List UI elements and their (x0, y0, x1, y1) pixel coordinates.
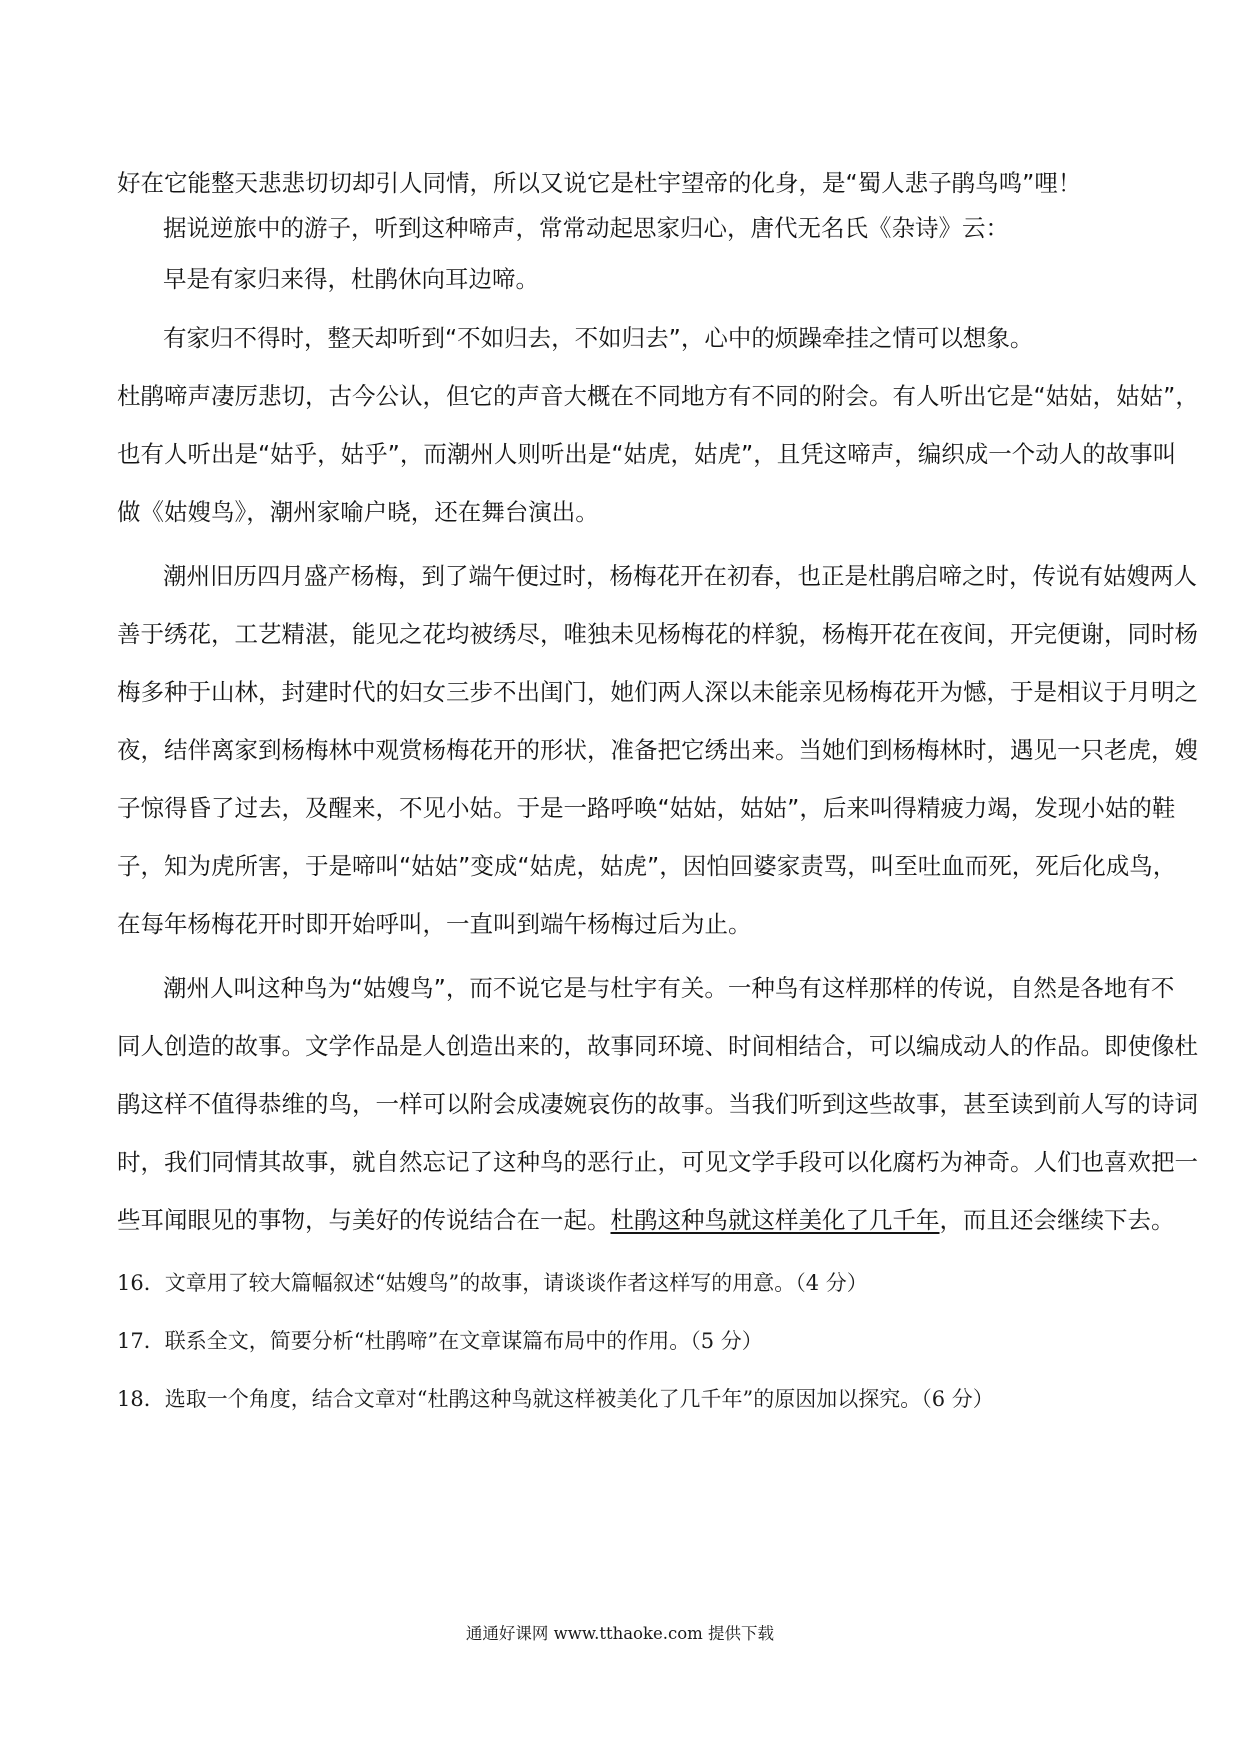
passage-line: 善于绣花，工艺精湛，能见之花均被绣尽，唯独未见杨梅花的样貌，杨梅开花在夜间，开完便谢，同时杨 (117, 620, 1198, 648)
passage-line: 夜，结伴离家到杨梅林中观赏杨梅花开的形状，准备把它绣出来。当她们到杨梅林时，遇见一只老虎，嫂 (117, 736, 1198, 764)
passage-text: 些耳闻眼见的事物，与美好的传说结合在一起。 (117, 1206, 611, 1234)
passage-line: 潮州人叫这种鸟为“姑嫂鸟”，而不说它是与杜宇有关。一种鸟有这样那样的传说，自然是各地有不 (163, 974, 1175, 1002)
passage-line: 子，知为虎所害，于是啼叫“姑姑”变成“姑虎，姑虎”，因怕回婆家责骂，叫至吐血而死，死后化成鸟， (117, 852, 1177, 880)
question-16: 16．文章用了较大篇幅叙述“姑嫂鸟”的故事，请谈谈作者这样写的用意。（4 分） (117, 1271, 868, 1295)
passage-line: 好在它能整天悲悲切切却引人同情，所以又说它是杜宇望帝的化身，是“蜀人悲子鹃鸟鸣”哩！ (117, 169, 1082, 197)
passage-line: 在每年杨梅花开时即开始呼叫，一直叫到端午杨梅过后为止。 (117, 910, 752, 938)
passage-line: 梅多种于山林，封建时代的妇女三步不出闺门，她们两人深以未能亲见杨梅花开为憾，于是相议于月明之 (117, 678, 1198, 706)
passage-line: 潮州旧历四月盛产杨梅，到了端午便过时，杨梅花开在初春，也正是杜鹃启啼之时，传说有姑嫂两人 (163, 562, 1197, 590)
underlined-sentence: 杜鹃这种鸟就这样美化了几千年 (610, 1206, 940, 1234)
passage-line: 有家归不得时，整天却听到“不如归去，不如归去”，心中的烦躁牵挂之情可以想象。 (163, 324, 1034, 352)
passage-line: 时，我们同情其故事，就自然忘记了这种鸟的恶行止，可见文学手段可以化腐朽为神奇。人们也喜欢把一 (117, 1148, 1198, 1176)
passage-line: 据说逆旅中的游子，听到这种啼声，常常动起思家归心，唐代无名氏《杂诗》云： (163, 214, 1009, 242)
passage-line: 同人创造的故事。文学作品是人创造出来的，故事同环境、时间相结合，可以编成动人的作品。即使像杜 (117, 1032, 1198, 1060)
question-18: 18．选取一个角度，结合文章对“杜鹃这种鸟就这样被美化了几千年”的原因加以探究。（6 分） (117, 1387, 994, 1411)
passage-line: 杜鹃啼声凄厉悲切，古今公认，但它的声音大概在不同地方有不同的附会。有人听出它是“姑姑，姑姑”， (117, 382, 1199, 410)
passage-line: 鹃这样不值得恭维的鸟，一样可以附会成凄婉哀伤的故事。当我们听到这些故事，甚至读到前人写的诗词 (117, 1090, 1198, 1118)
page-footer: 通通好课网 www.tthaoke.com 提供下载 (465, 1624, 775, 1643)
passage-line (117, 1204, 1175, 1236)
passage-line: 子惊得昏了过去，及醒来，不见小姑。于是一路呼唤“姑姑，姑姑”，后来叫得精疲力竭，发现小姑的鞋 (117, 794, 1176, 822)
passage-line: 做《姑嫂鸟》，潮州家喻户晓，还在舞台演出。 (117, 498, 599, 526)
passage-line: 也有人听出是“姑乎，姑乎”，而潮州人则听出是“姑虎，姑虎”，且凭这啼声，编织成一个动人的故事叫 (117, 440, 1177, 468)
poem-line: 早是有家归来得，杜鹃休向耳边啼。 (163, 265, 539, 293)
question-17: 17．联系全文，简要分析“杜鹃啼”在文章谋篇布局中的作用。（5 分） (117, 1329, 763, 1353)
passage-text: ，而且还会继续下去。 (939, 1206, 1175, 1234)
